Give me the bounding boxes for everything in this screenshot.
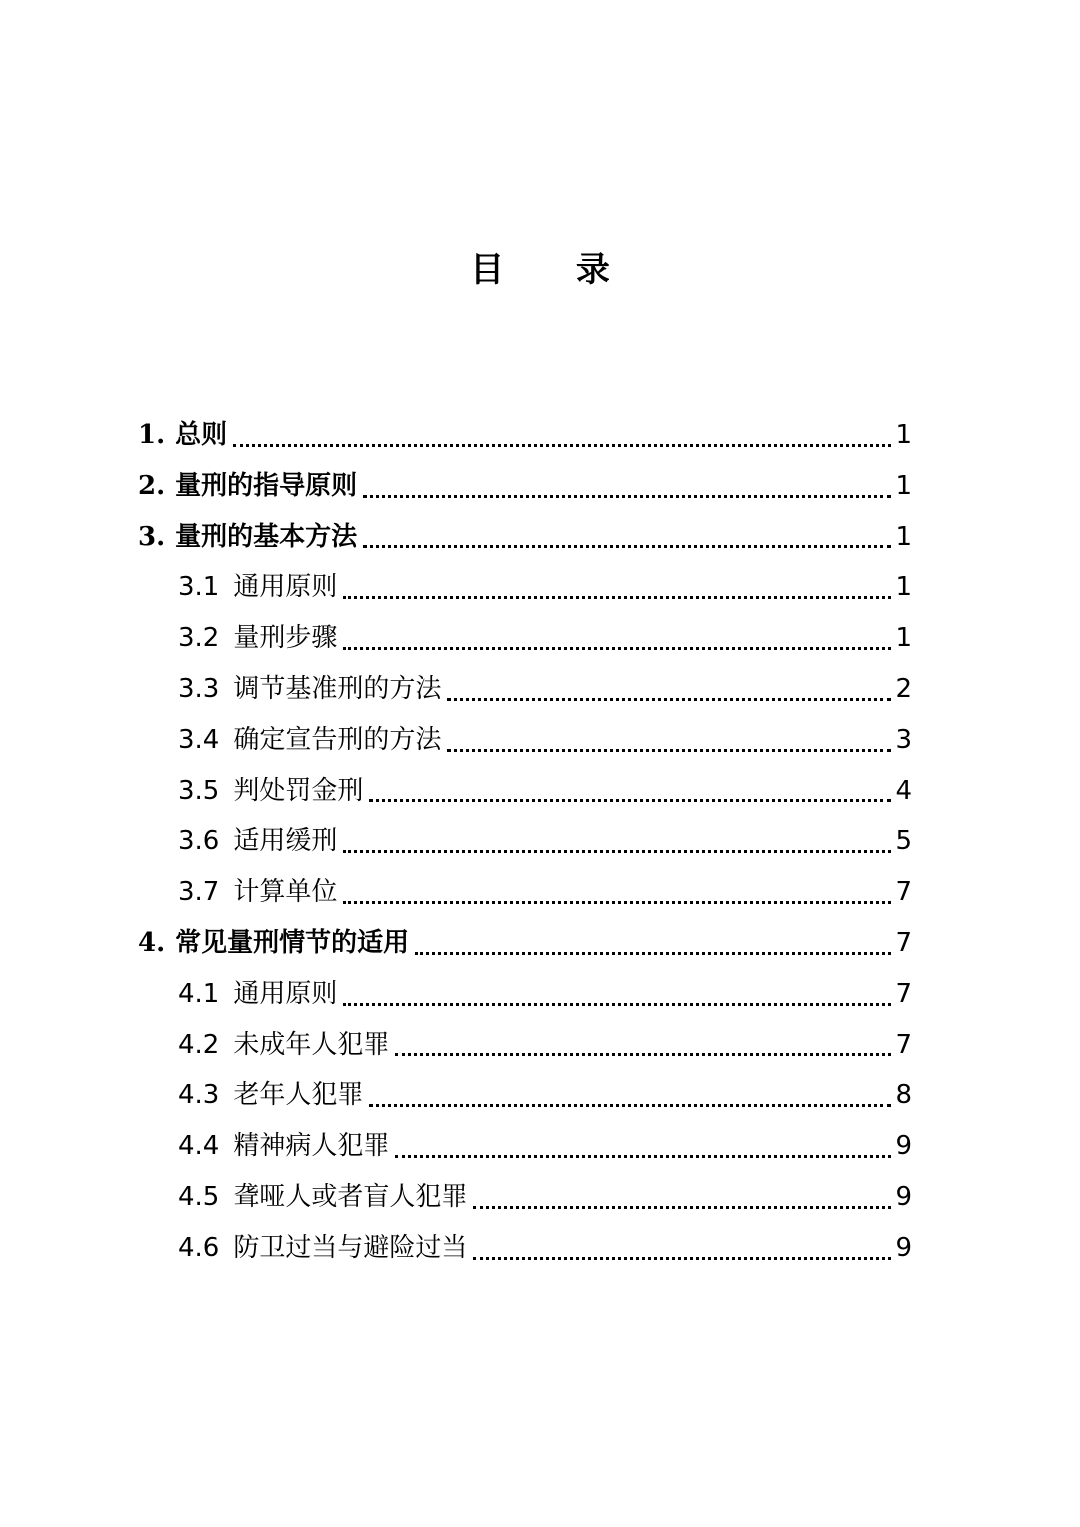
toc-subentry[interactable] [138,1070,912,1121]
toc-number: 3.4 [178,724,220,755]
toc-number: 4.3 [178,1080,220,1111]
toc-page-number: 1 [895,470,912,501]
dot-leader [343,1003,891,1006]
toc-title: 适用缓刑 [233,826,338,857]
toc-page-number: 4 [895,775,912,806]
toc-number: 3.5 [178,775,220,806]
toc-title: 精神病人犯罪 [233,1131,390,1162]
toc-number: 4.1 [178,978,220,1009]
dot-leader [473,1206,891,1209]
toc-title: 通用原则 [233,572,338,603]
dot-leader [363,495,891,498]
dot-leader [395,1053,891,1056]
dot-leader [343,901,891,904]
toc-page-number: 8 [895,1080,912,1111]
dot-leader [415,952,891,955]
toc-title: 确定宣告刑的方法 [233,724,442,755]
toc-page-number: 3 [895,724,912,755]
toc-title: 量刑步骤 [233,623,338,654]
toc-subentry[interactable] [138,562,912,613]
toc-title: 防卫过当与避险过当 [233,1232,468,1263]
toc-subentry[interactable] [138,715,912,766]
dot-leader [473,1257,891,1260]
toc-subentry[interactable] [138,1020,912,1071]
toc-number: 3. [138,521,166,552]
toc-entry[interactable] [138,410,912,461]
toc-title: 量刑的基本方法 [175,521,358,552]
toc-title: 通用原则 [233,978,338,1009]
toc-subentry[interactable] [138,1223,912,1274]
toc-title: 计算单位 [233,877,338,908]
toc-title: 老年人犯罪 [233,1080,364,1111]
toc-number: 4. [138,927,166,958]
toc-page-number: 5 [895,826,912,857]
toc-page-number: 9 [895,1131,912,1162]
toc-number: 1. [138,420,166,450]
toc-page-number: 9 [895,1232,912,1263]
toc-subentry[interactable] [138,867,912,918]
dot-leader [343,647,891,650]
dot-leader [447,749,891,752]
toc-number: 3.7 [178,877,220,908]
toc-page-number: 1 [895,521,912,552]
toc-subentry[interactable] [138,969,912,1020]
toc-subentry[interactable] [138,1121,912,1172]
toc-number: 3.6 [178,826,220,857]
toc-page-number: 7 [895,1029,912,1060]
toc-subentry[interactable] [138,664,912,715]
toc-page-number: 1 [895,623,912,654]
toc-number: 4.2 [178,1029,220,1060]
toc-entry[interactable] [138,918,912,969]
toc-number: 4.5 [178,1181,220,1212]
dot-leader [233,444,891,447]
toc-number: 4.4 [178,1131,220,1162]
dot-leader [369,1104,891,1107]
page-title: 目 录 [470,250,640,290]
toc-subentry[interactable] [138,816,912,867]
toc-page-number: 1 [895,420,912,450]
dot-leader [343,596,891,599]
toc-title: 判处罚金刑 [233,775,364,806]
toc-page-number: 2 [895,673,912,704]
toc-page-number: 7 [895,978,912,1009]
toc-entry[interactable] [138,512,912,563]
toc-subentry[interactable] [138,766,912,817]
dot-leader [343,850,891,853]
toc-subentry[interactable] [138,613,912,664]
toc-title: 调节基准刑的方法 [233,673,442,704]
dot-leader [363,545,891,548]
toc-title: 量刑的指导原则 [175,470,358,501]
toc-number: 3.3 [178,673,220,704]
toc-title: 未成年人犯罪 [233,1029,390,1060]
toc-number: 3.2 [178,623,220,654]
toc-title: 常见量刑情节的适用 [175,927,410,958]
toc-page-number: 7 [895,927,912,958]
toc-number: 3.1 [178,572,220,603]
toc-title: 聋哑人或者盲人犯罪 [233,1181,468,1212]
toc-entry[interactable] [138,461,912,512]
toc-page-number: 7 [895,877,912,908]
dot-leader [395,1155,891,1158]
toc-subentry[interactable] [138,1172,912,1223]
dot-leader [369,799,891,802]
table-of-contents [138,410,912,1274]
dot-leader [447,698,891,701]
toc-title: 总则 [175,420,228,450]
toc-number: 2. [138,470,166,501]
toc-page-number: 9 [895,1181,912,1212]
toc-page-number: 1 [895,572,912,603]
toc-number: 4.6 [178,1232,220,1263]
